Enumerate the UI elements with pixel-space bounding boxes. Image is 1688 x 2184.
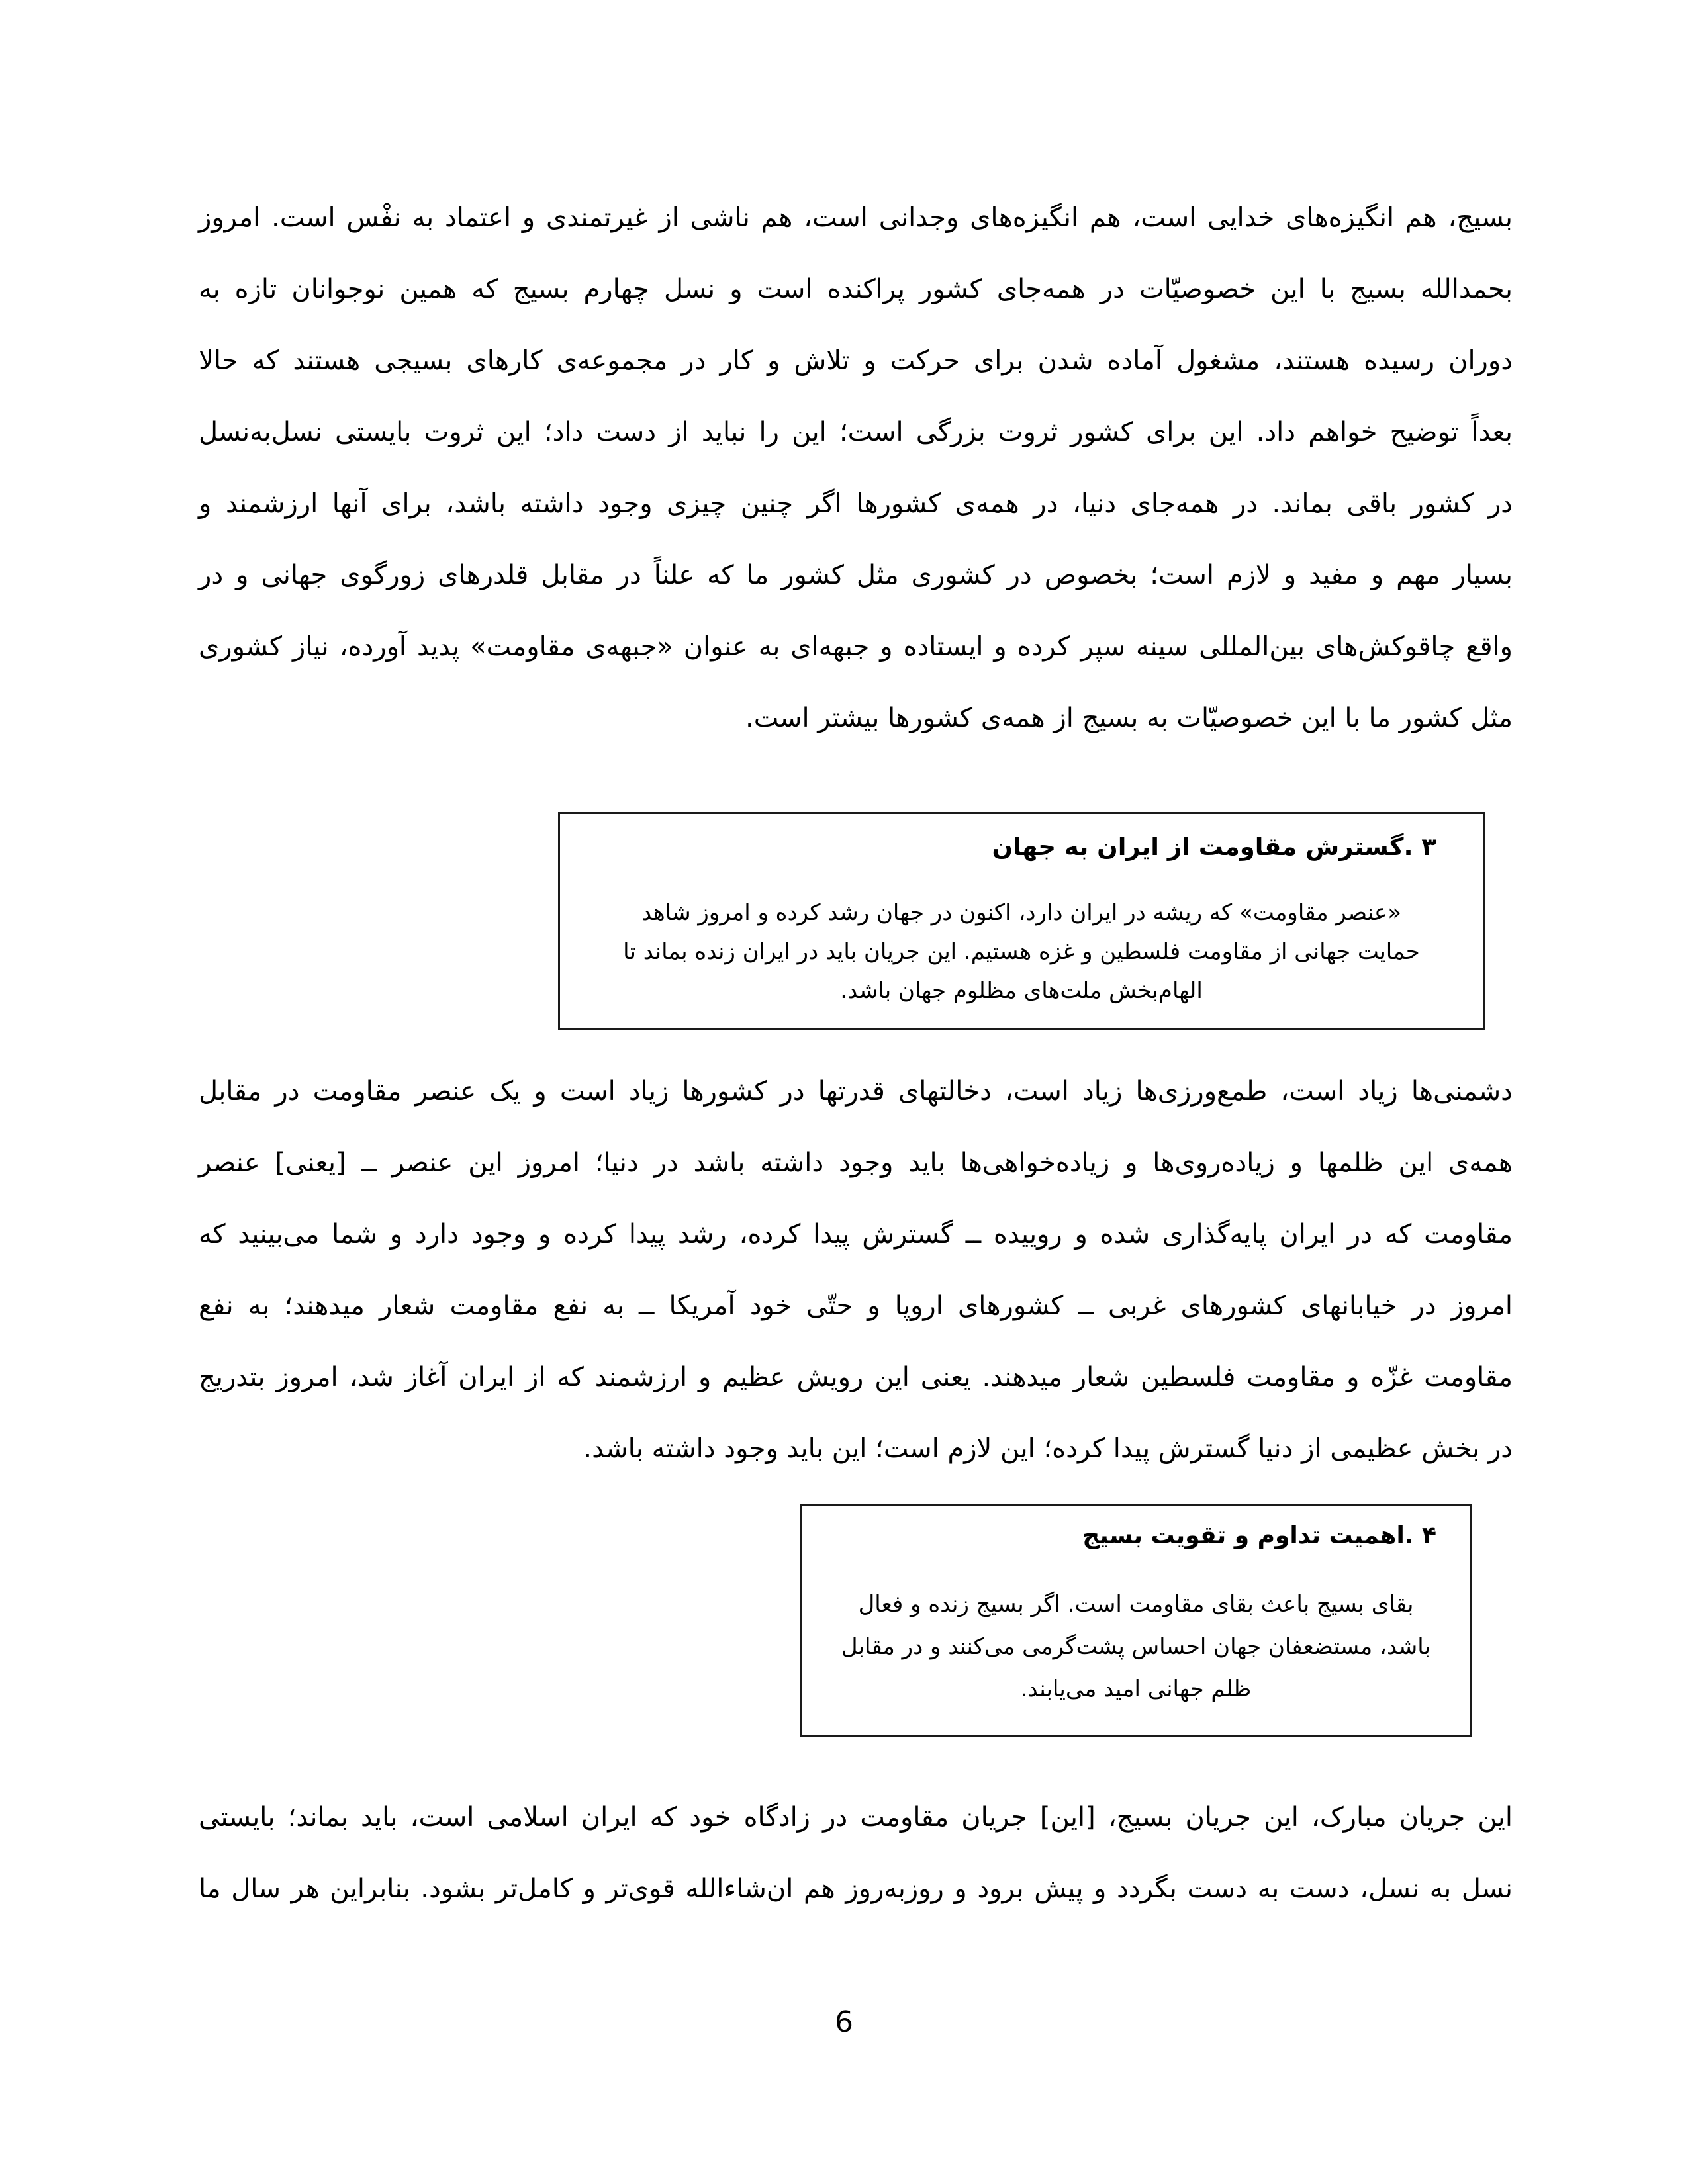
callout-box-3-body	[596, 893, 1446, 1011]
text-line: مثل کشور ما با این خصوصیّات به بسیج از همه‌ی کشورها بیشتر است.	[745, 703, 1513, 733]
callout-box-3	[558, 812, 1485, 1030]
text-line: همه‌ی این ظلمها و زیاده‌روی‌ها و زیاده‌خواهی‌ها باید وجود داشته باشد در دنیا؛ امروز این عنصر ــ [یعنی] عنصر	[199, 1148, 1513, 1178]
text-line: بسیار مهم و مفید و لازم است؛ بخصوص در کشوری مثل کشور ما که علناً در مقابل قلدرهای زورگوی جهانی و در	[199, 560, 1513, 590]
callout-box-4-heading: ۴ .اهمیت تداوم و تقویت بسیج	[1082, 1522, 1436, 1549]
paragraph-1	[199, 182, 1513, 754]
text-line: بحمدالله بسیج با این خصوصیّات در همه‌جای کشور پراکنده است و نسل چهارم بسیج که همین نوجوانان تازه به	[199, 274, 1513, 304]
text-line: مقاومت غزّه و مقاومت فلسطین شعار میدهند. یعنی این رویش عظیم و ارزشمند که از ایران آغاز شد، امروز بتدریج	[199, 1362, 1513, 1392]
callout-box-3-heading: ۳ .گسترش مقاومت از ایران به جهان	[992, 833, 1436, 861]
text-line: بعداً توضیح خواهم داد. این برای کشور ثروت بزرگی است؛ این را نباید از دست داد؛ این ثروت بایستی نسل‌به‌نسل	[199, 417, 1513, 447]
text-line: باشد، مستضعفان جهان احساس پشت‌گرمی می‌کنند و در مقابل	[841, 1633, 1431, 1660]
text-line: در بخش عظیمی از دنیا گسترش پیدا کرده؛ این لازم است؛ این باید وجود داشته باشد.	[583, 1433, 1513, 1464]
callout-box-4-body	[829, 1583, 1443, 1710]
text-line: بقای بسیج باعث بقای مقاومت است. اگر بسیج زنده و فعال	[858, 1591, 1414, 1617]
text-line: مقاومت که در ایران پایه‌گذاری شده و روییده ــ گسترش پیدا کرده، رشد پیدا کرده و وجود دارد و شما می‌بینید که	[199, 1219, 1513, 1250]
text-line: امروز در خیابانهای کشورهای غربی ــ کشورهای اروپا و حتّی خود آمریکا ــ به نفع مقاومت شعار میدهند؛ به نفع	[199, 1291, 1513, 1321]
text-line: نسل به نسل، دست به دست بگردد و پیش برود و روزبه‌روز هم ان‌شاءالله قوی‌تر و کامل‌تر بشود. بنابراین هر سال ما	[199, 1874, 1513, 1904]
page-number: 6	[835, 2005, 853, 2039]
text-line: الهام‌بخش ملت‌های مظلوم جهان باشد.	[840, 978, 1203, 1004]
text-line: در کشور باقی بماند. در همه‌جای دنیا، در همه‌ی کشورها اگر چنین چیزی وجود داشته باشد، برای آنها ارزشمند و	[199, 488, 1513, 519]
text-line: بسیج، هم انگیزه‌های خدایی است، هم انگیزه‌های وجدانی است، هم ناشی از غیرتمندی و اعتماد به نفْس است. امروز	[199, 203, 1513, 233]
text-line: دشمنی‌ها زیاد است، طمع‌ورزی‌ها زیاد است، دخالتهای قدرتها در کشورها زیاد است و یک عنصر مقاومت در مقابل	[199, 1076, 1513, 1107]
paragraph-3	[199, 1782, 1513, 1925]
text-line: ظلم جهانی امید می‌یابند.	[1020, 1676, 1252, 1702]
text-line: حمایت جهانی از مقاومت فلسطین و غزه هستیم. این جریان باید در ایران زنده بماند تا	[623, 938, 1420, 965]
text-line: واقع چاقوکش‌های بین‌المللی سینه سپر کرده و ایستاده و جبهه‌ای به عنوان «جبهه‌ی مقاومت» پدید آورده، نیاز کشوری	[199, 631, 1513, 662]
text-line: این جریان مبارک، این جریان بسیج، [این] جریان مقاومت در زادگاه خود که ایران اسلامی است، باید بماند؛ بایستی	[199, 1802, 1513, 1833]
text-line: دوران رسیده هستند، مشغول آماده شدن برای حرکت و تلاش و کار در مجموعه‌ی کارهای بسیجی هستند که حالا	[199, 345, 1513, 376]
callout-box-4	[800, 1504, 1472, 1737]
text-line: «عنصر مقاومت» که ریشه در ایران دارد، اکنون در جهان رشد کرده و امروز شاهد	[641, 899, 1402, 926]
paragraph-2	[199, 1056, 1513, 1484]
